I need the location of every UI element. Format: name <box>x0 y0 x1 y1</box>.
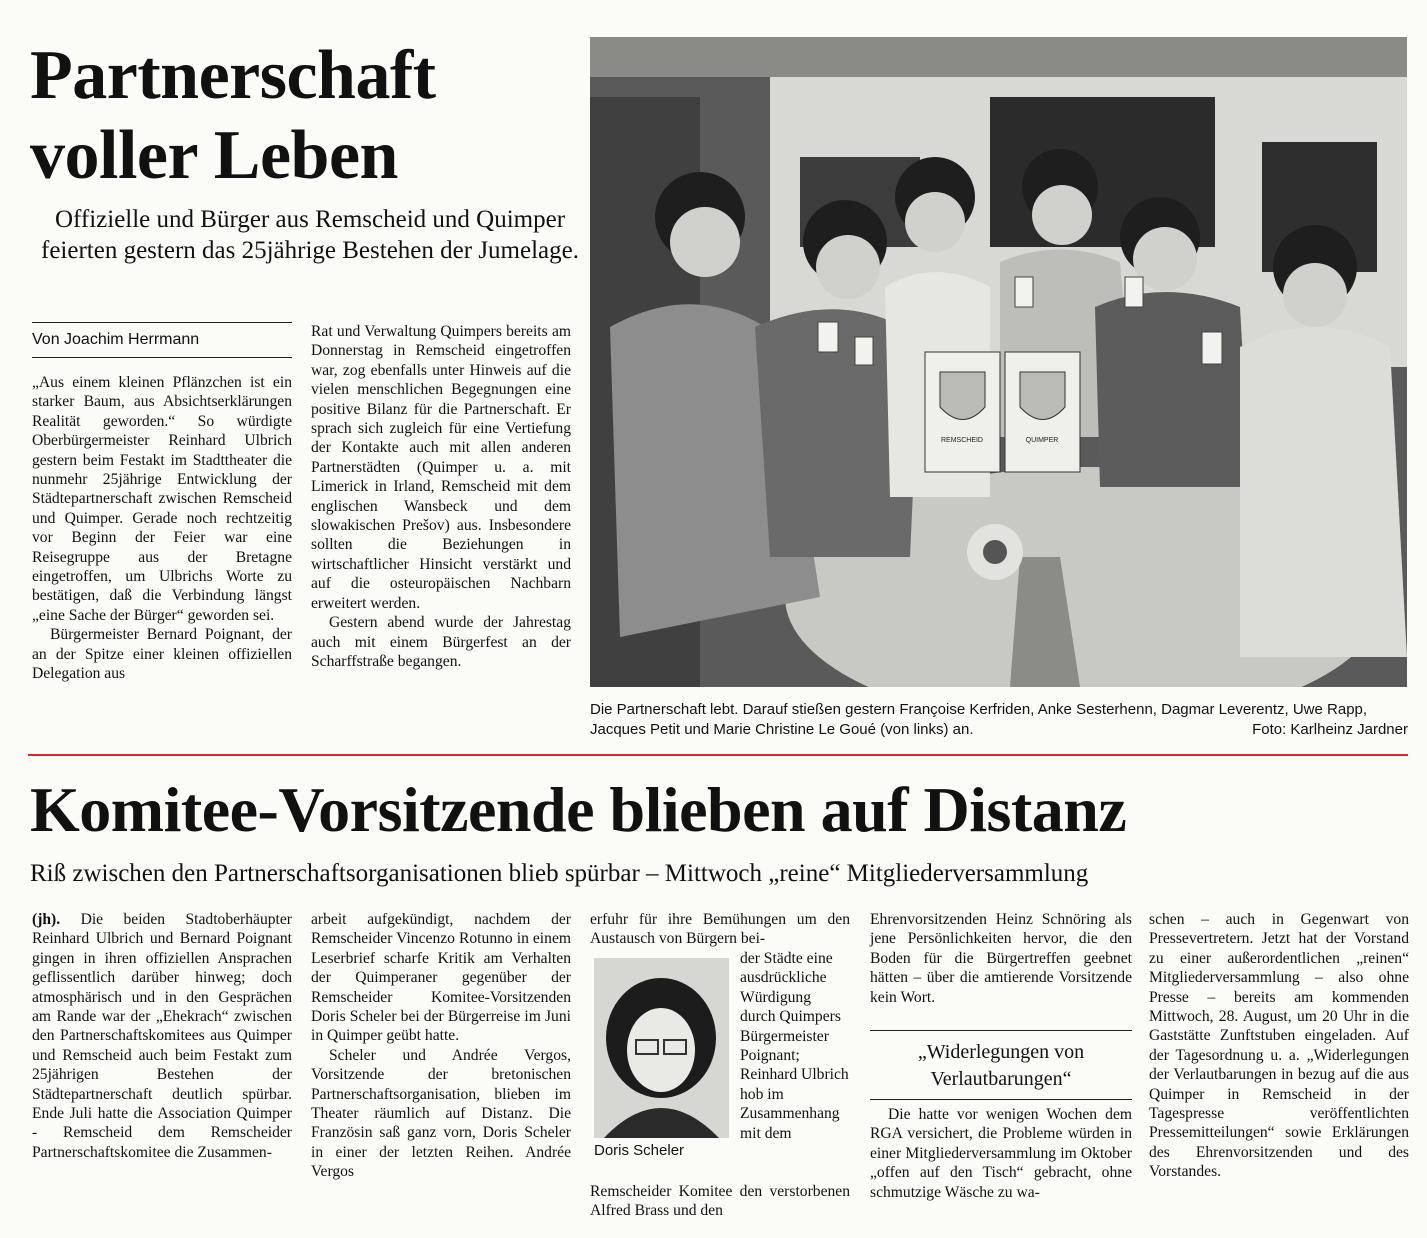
article1-column-2 <box>311 322 571 671</box>
article1-col1-paragraph-2: Bürgermeister Bernard Poignant, der an der Spitze einer kleinen offiziellen Delegation aus <box>32 626 292 683</box>
article2-headline: Komitee-Vorsitzende blieben auf Distanz <box>30 774 1127 845</box>
pennant-right-label: QUIMPER <box>1025 437 1059 444</box>
article2-pullquote: „Widerlegungen von Verlautbarungen“ <box>870 1030 1132 1100</box>
article1-photo-credit: Foto: Karlheinz Jardner <box>1252 721 1408 738</box>
article2-column-3-side: der Städte eine ausdrückliche Würdigung durch Quimpers Bürgermeister Poignant; Reinhard Ulbrich hob im Zusammenhang mit dem <box>740 950 849 1142</box>
article2-column-5: schen – auch in Gegenwart von Pressevertretern. Jetzt hat der Vorstand zu einer außerordentlichen „reinen“ Mitgliederversammlung – also ohne Presse – bereits am kommenden Mittwoch, 28. August, um 20 Uhr in die Gaststätte Zunftstuben eingeladen. Auf der Tagesordnung u. a. „Widerlegungen der Verlautbarungen in bezug auf die aus Quimper in Remscheid in der Tagespresse veröffentlichten Pressemitteilungen“ sowie Erklärungen des Ehrenvorsitzenden und des Vorstandes. <box>1149 911 1409 1181</box>
article1-photo-caption-block <box>590 700 1408 740</box>
article2-column-1 <box>32 910 292 1162</box>
portrait-illustration <box>594 958 729 1138</box>
doris-scheler-portrait <box>594 958 729 1138</box>
group-photo-illustration <box>590 37 1407 687</box>
article2-col4-paragraph-2: Die hatte vor wenigen Wochen dem RGA versichert, die Probleme würden in einer Mitgliederversammlung im Oktober „offen auf den Tisch“ gebracht, ohne schmutzige Wäsche zu wa- <box>870 1106 1132 1201</box>
article2-col2-paragraph-2: Scheler und Andrée Vergos, Vorsitzende der bretonischen Partnerschaftsorganisation, blieben im Theater räumlich auf Distanz. Die Französin saß ganz vorn, Doris Scheler in einer der letzten Reihen. Andrée Vergos <box>311 1046 571 1181</box>
section-divider-rule <box>28 754 1408 756</box>
article1-photo <box>590 37 1407 687</box>
article2-author-initials: (jh). <box>32 911 61 928</box>
article2-column-3-bottom: Remscheider Komitee den verstorbenen Alfred Brass und den <box>590 1183 850 1220</box>
article2-col2-paragraph-1: arbeit aufgekündigt, nachdem der Remscheider Vincenzo Rotunno in einem Leserbrief scharfe Kritik am Verhalten der Quimperaner gegenüber der Remscheider Komitee-Vorsitzenden Doris Scheler bei der Bürgerreise im Juni in Quimper geübt hatte. <box>311 911 571 1045</box>
article1-photo-caption: Die Partnerschaft lebt. Darauf stießen gestern Françoise Kerfriden, Anke Sesterhenn, Dagmar Leverentz, Uwe Rapp, Jacques Petit und Marie Christine Le Goué (von links) an. <box>590 701 1368 738</box>
article1-col2-paragraph-1: Rat und Verwaltung Quimpers bereits am Donnerstag in Remscheid eingetroffen war, zog ebenfalls unter Hinweis auf die vielen menschlichen Begegnungen eine positive Bilanz für die Partnerschaft. Er sprach sich zugleich für eine Vertiefung der Kontakte auch mit allen anderen Partnerstädten (Quimper u. a. mit Limerick in Irland, Remscheid mit dem englischen Wansbeck und dem slowakischen Prešov) aus. Insbesondere sollten die Beziehungen in wirtschaftlicher Hinsicht verstärkt und auf die osteuropäischen Nachbarn erweitert werden. <box>311 323 571 612</box>
article1-col2-paragraph-2: Gestern abend wurde der Jahrestag auch mit einem Bürgerfest an der Scharffstraße begangen. <box>311 614 571 670</box>
article2-col1-text: Die beiden Stadtoberhäupter Reinhard Ulbrich und Bernard Poignant gingen in ihren offiziellen Ansprachen geflissentlich darüber hinweg; doch atmosphärisch und in den Gesprächen am Rande war der „Ehekrach“ zwischen den Partnerschaftskomitees aus Quimper und Remscheid auch beim Festakt zum 25jährigen Bestehen der Städtepartnerschaft deutlich spürbar. Ende Juli hatte die Association Quimper - Remscheid dem Remscheider Partnerschaftskomitee die Zusammen- <box>32 911 292 1161</box>
article2-col4-paragraph-1: Ehrenvorsitzenden Heinz Schnöring als jene Persönlichkeiten hervor, die den Boden für die Bürgertreffen geebnet hätten – über die amtierende Vorsitzende kein Wort. <box>870 911 1132 1006</box>
article1-byline: Von Joachim Herrmann <box>32 322 292 358</box>
article2-column-2 <box>311 910 571 1182</box>
article2-column-3-top: erfuhr für ihre Bemühungen um den Austausch von Bürgern bei- <box>590 911 850 948</box>
article1-col1-paragraph-1: „Aus einem kleinen Pflänzchen ist ein starker Baum, aus Absichtserklärungen Realität geworden.“ So würdigte Oberbürgermeister Reinhard Ulbrich gestern beim Festakt im Stadttheater die nunmehr 25jährige Entwicklung der Städtepartnerschaft zwischen Remscheid und Quimper. Gerade noch rechtzeitig vor Beginn der Feier war eine Reisegruppe aus der Bretagne eingetroffen, um Ulbrichs Worte zu bestätigen, daß die Verbindung längst „eine Sache der Bürger“ geworden sei. <box>32 374 292 624</box>
article1-subheadline: Offizielle und Bürger aus Remscheid und Quimper feierten gestern das 25jährige Bestehen der Jumelage. <box>41 206 579 264</box>
article2-subheadline: Riß zwischen den Partnerschaftsorganisationen blieb spürbar – Mittwoch „reine“ Mitgliederversammlung <box>30 860 1089 887</box>
article1-column-1 <box>32 373 292 684</box>
portrait-caption: Doris Scheler <box>594 1142 685 1159</box>
article1-headline: Partnerschaft voller Leben <box>30 37 436 194</box>
pennant-left-label: REMSCHEID <box>940 437 984 444</box>
